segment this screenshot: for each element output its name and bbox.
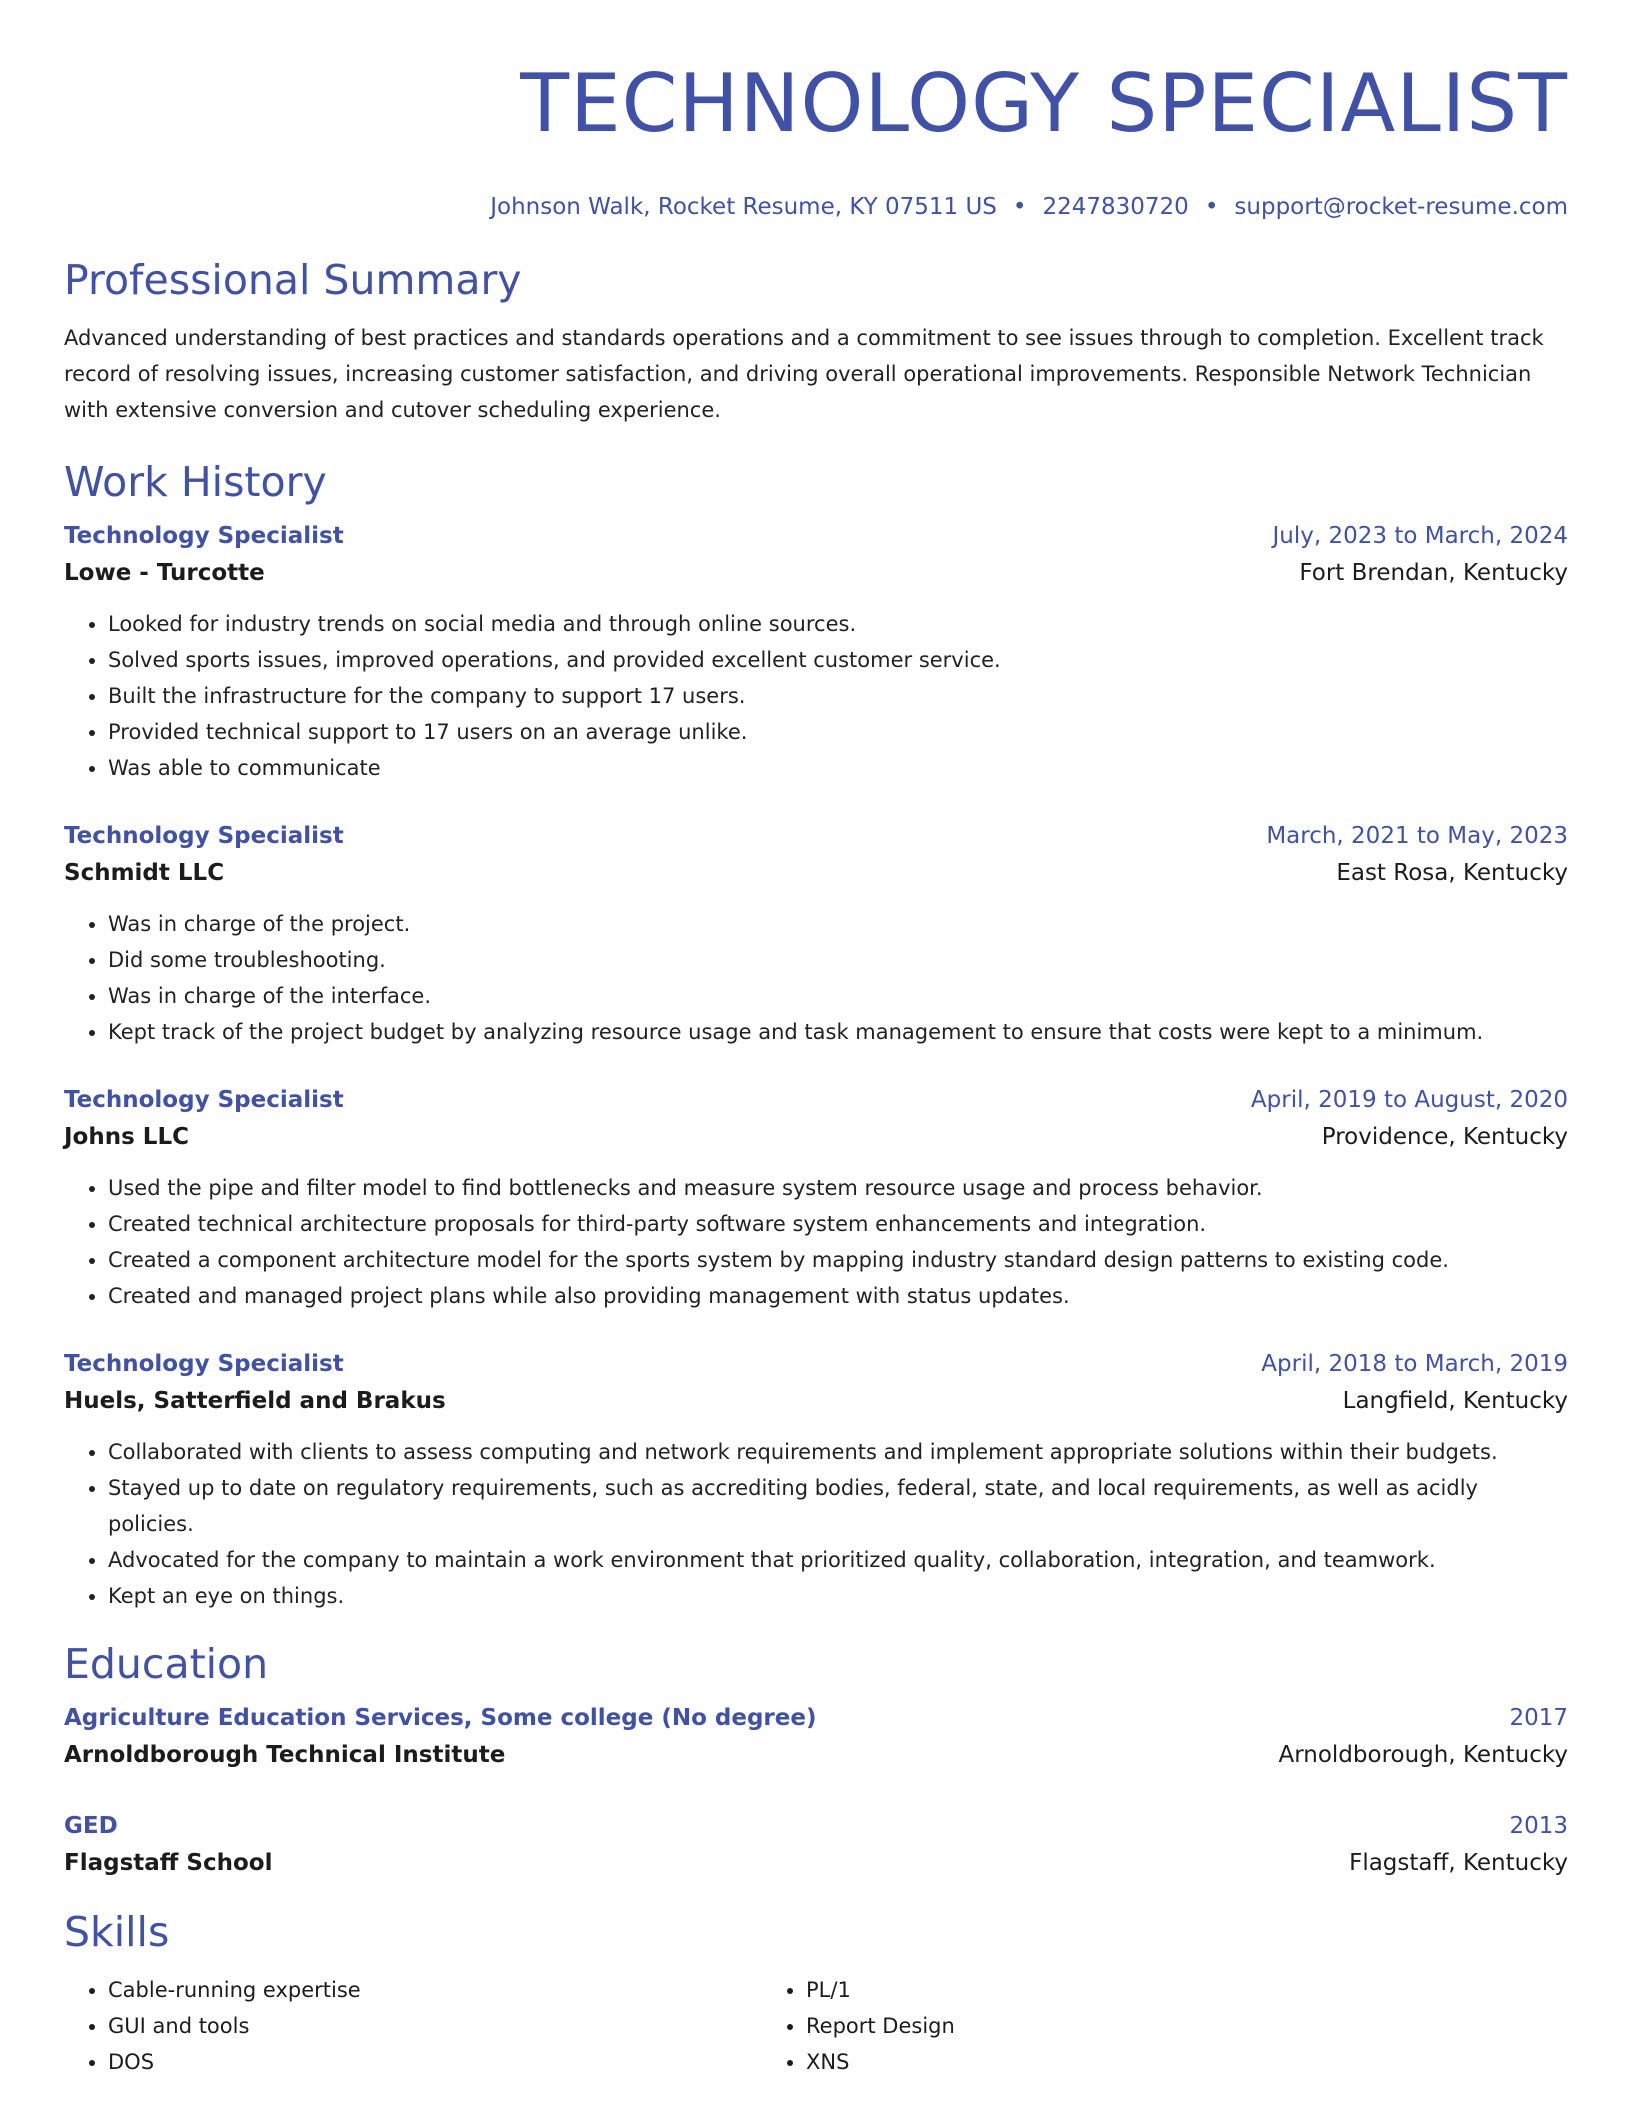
skill-item: • Cable-running expertise [108, 1972, 762, 2008]
education-school-row [64, 1844, 1568, 1882]
education-entry [64, 1700, 1568, 1774]
job-bullet: • Kept track of the project budget by analyzing resource usage and task management to ensure that costs were kept to a minimum. [108, 1014, 1568, 1050]
section-heading-education: Education [64, 1640, 269, 1688]
contact-address: Johnson Walk, Rocket Resume, KY 07511 US [490, 194, 997, 220]
job-company-row [64, 1382, 1568, 1420]
job-location: Langfield, Kentucky [1342, 1388, 1568, 1414]
job-bullet: • Looked for industry trends on social media and through online sources. [108, 606, 1568, 642]
skill-item: • DOS [108, 2044, 762, 2080]
job-title: Technology Specialist [64, 823, 344, 849]
job-bullet: • Was in charge of the interface. [108, 978, 1568, 1014]
job-title: Technology Specialist [64, 523, 344, 549]
education-year: 2013 [1509, 1813, 1568, 1839]
education-section [64, 1638, 1568, 1882]
summary-text: Advanced understanding of best practices and standards operations and a commitment to see issues through to completion. Excellent track record of resolving issues, increasing customer satisfaction, and driving overall operational improvements. Responsible Network Technician with extensive conversion and cutover scheduling experience. [64, 326, 1544, 422]
job-title: Technology Specialist [64, 1087, 344, 1113]
job-dates: July, 2023 to March, 2024 [1272, 523, 1568, 549]
job-dates: April, 2018 to March, 2019 [1261, 1351, 1568, 1377]
job-company: Lowe - Turcotte [64, 560, 265, 586]
job-bullets [64, 1170, 1568, 1314]
skill-item: • Report Design [806, 2008, 1460, 2044]
education-entry [64, 1808, 1568, 1882]
contact-email: support@rocket-resume.com [1234, 194, 1568, 220]
education-degree-row [64, 1700, 1568, 1736]
skills-list-left [64, 1972, 762, 2080]
job-location: Providence, Kentucky [1321, 1124, 1568, 1150]
job-bullet: • Was able to communicate [108, 750, 1568, 786]
job-location: East Rosa, Kentucky [1336, 860, 1568, 886]
job-title-row [64, 818, 1568, 854]
education-location: Arnoldborough, Kentucky [1278, 1742, 1568, 1768]
job-entry [64, 518, 1568, 786]
education-school-row [64, 1736, 1568, 1774]
job-entry [64, 1082, 1568, 1314]
job-bullets [64, 906, 1568, 1050]
job-title-row [64, 1082, 1568, 1118]
contact-line [64, 192, 1568, 222]
skills-section [64, 1906, 1568, 2080]
job-bullet: • Solved sports issues, improved operations, and provided excellent customer service. [108, 642, 1568, 678]
job-bullet: • Did some troubleshooting. [108, 942, 1568, 978]
education-degree: GED [64, 1813, 118, 1839]
job-bullet: • Created and managed project plans while also providing management with status updates. [108, 1278, 1568, 1314]
job-bullets [64, 1434, 1568, 1614]
section-heading-work-history: Work History [64, 458, 327, 506]
job-bullet: • Provided technical support to 17 users on an average unlike. [108, 714, 1568, 750]
job-company-row [64, 1118, 1568, 1156]
contact-separator: • [1012, 194, 1027, 220]
education-school: Flagstaff School [64, 1850, 273, 1876]
contact-phone: 2247830720 [1042, 194, 1189, 220]
job-company: Johns LLC [64, 1124, 189, 1150]
resume-header [64, 0, 1568, 222]
job-bullet: • Advocated for the company to maintain a work environment that prioritized quality, collaboration, integration, and teamwork. [108, 1542, 1568, 1578]
section-heading-skills: Skills [64, 1908, 170, 1956]
section-heading-summary: Professional Summary [64, 256, 522, 304]
skill-item: • GUI and tools [108, 2008, 762, 2044]
job-company: Huels, Satterfield and Brakus [64, 1388, 446, 1414]
skill-item: • XNS [806, 2044, 1460, 2080]
resume-title: TECHNOLOGY SPECIALIST [520, 57, 1568, 150]
job-bullet: • Built the infrastructure for the company to support 17 users. [108, 678, 1568, 714]
job-bullet: • Created technical architecture proposals for third-party software system enhancements and integration. [108, 1206, 1568, 1242]
job-location: Fort Brendan, Kentucky [1299, 560, 1568, 586]
job-dates: March, 2021 to May, 2023 [1266, 823, 1568, 849]
education-degree-row [64, 1808, 1568, 1844]
job-bullet: • Was in charge of the project. [108, 906, 1568, 942]
job-title: Technology Specialist [64, 1351, 344, 1377]
job-bullets [64, 606, 1568, 786]
job-bullet: • Stayed up to date on regulatory requirements, such as accrediting bodies, federal, state, and local requirements, as well as acidly policies. [108, 1470, 1568, 1542]
job-bullet: • Collaborated with clients to assess computing and network requirements and implement appropriate solutions within their budgets. [108, 1434, 1568, 1470]
contact-separator: • [1204, 194, 1219, 220]
job-entry [64, 818, 1568, 1050]
job-entry [64, 1346, 1568, 1614]
job-title-row [64, 518, 1568, 554]
education-school: Arnoldborough Technical Institute [64, 1742, 506, 1768]
skill-item: • PL/1 [806, 1972, 1460, 2008]
skills-columns [64, 1972, 1568, 2080]
job-dates: April, 2019 to August, 2020 [1250, 1087, 1568, 1113]
job-company-row [64, 554, 1568, 592]
education-location: Flagstaff, Kentucky [1349, 1850, 1568, 1876]
job-bullet: • Kept an eye on things. [108, 1578, 1568, 1614]
job-title-row [64, 1346, 1568, 1382]
work-history-section [64, 456, 1568, 1614]
skills-list-right [762, 1972, 1460, 2080]
education-year: 2017 [1509, 1705, 1568, 1731]
job-bullet: • Used the pipe and filter model to find bottlenecks and measure system resource usage and process behavior. [108, 1170, 1568, 1206]
job-bullet: • Created a component architecture model for the sports system by mapping industry standard design patterns to existing code. [108, 1242, 1568, 1278]
job-company-row [64, 854, 1568, 892]
summary-section [64, 254, 1568, 428]
education-degree: Agriculture Education Services, Some college (No degree) [64, 1705, 817, 1731]
job-company: Schmidt LLC [64, 860, 225, 886]
